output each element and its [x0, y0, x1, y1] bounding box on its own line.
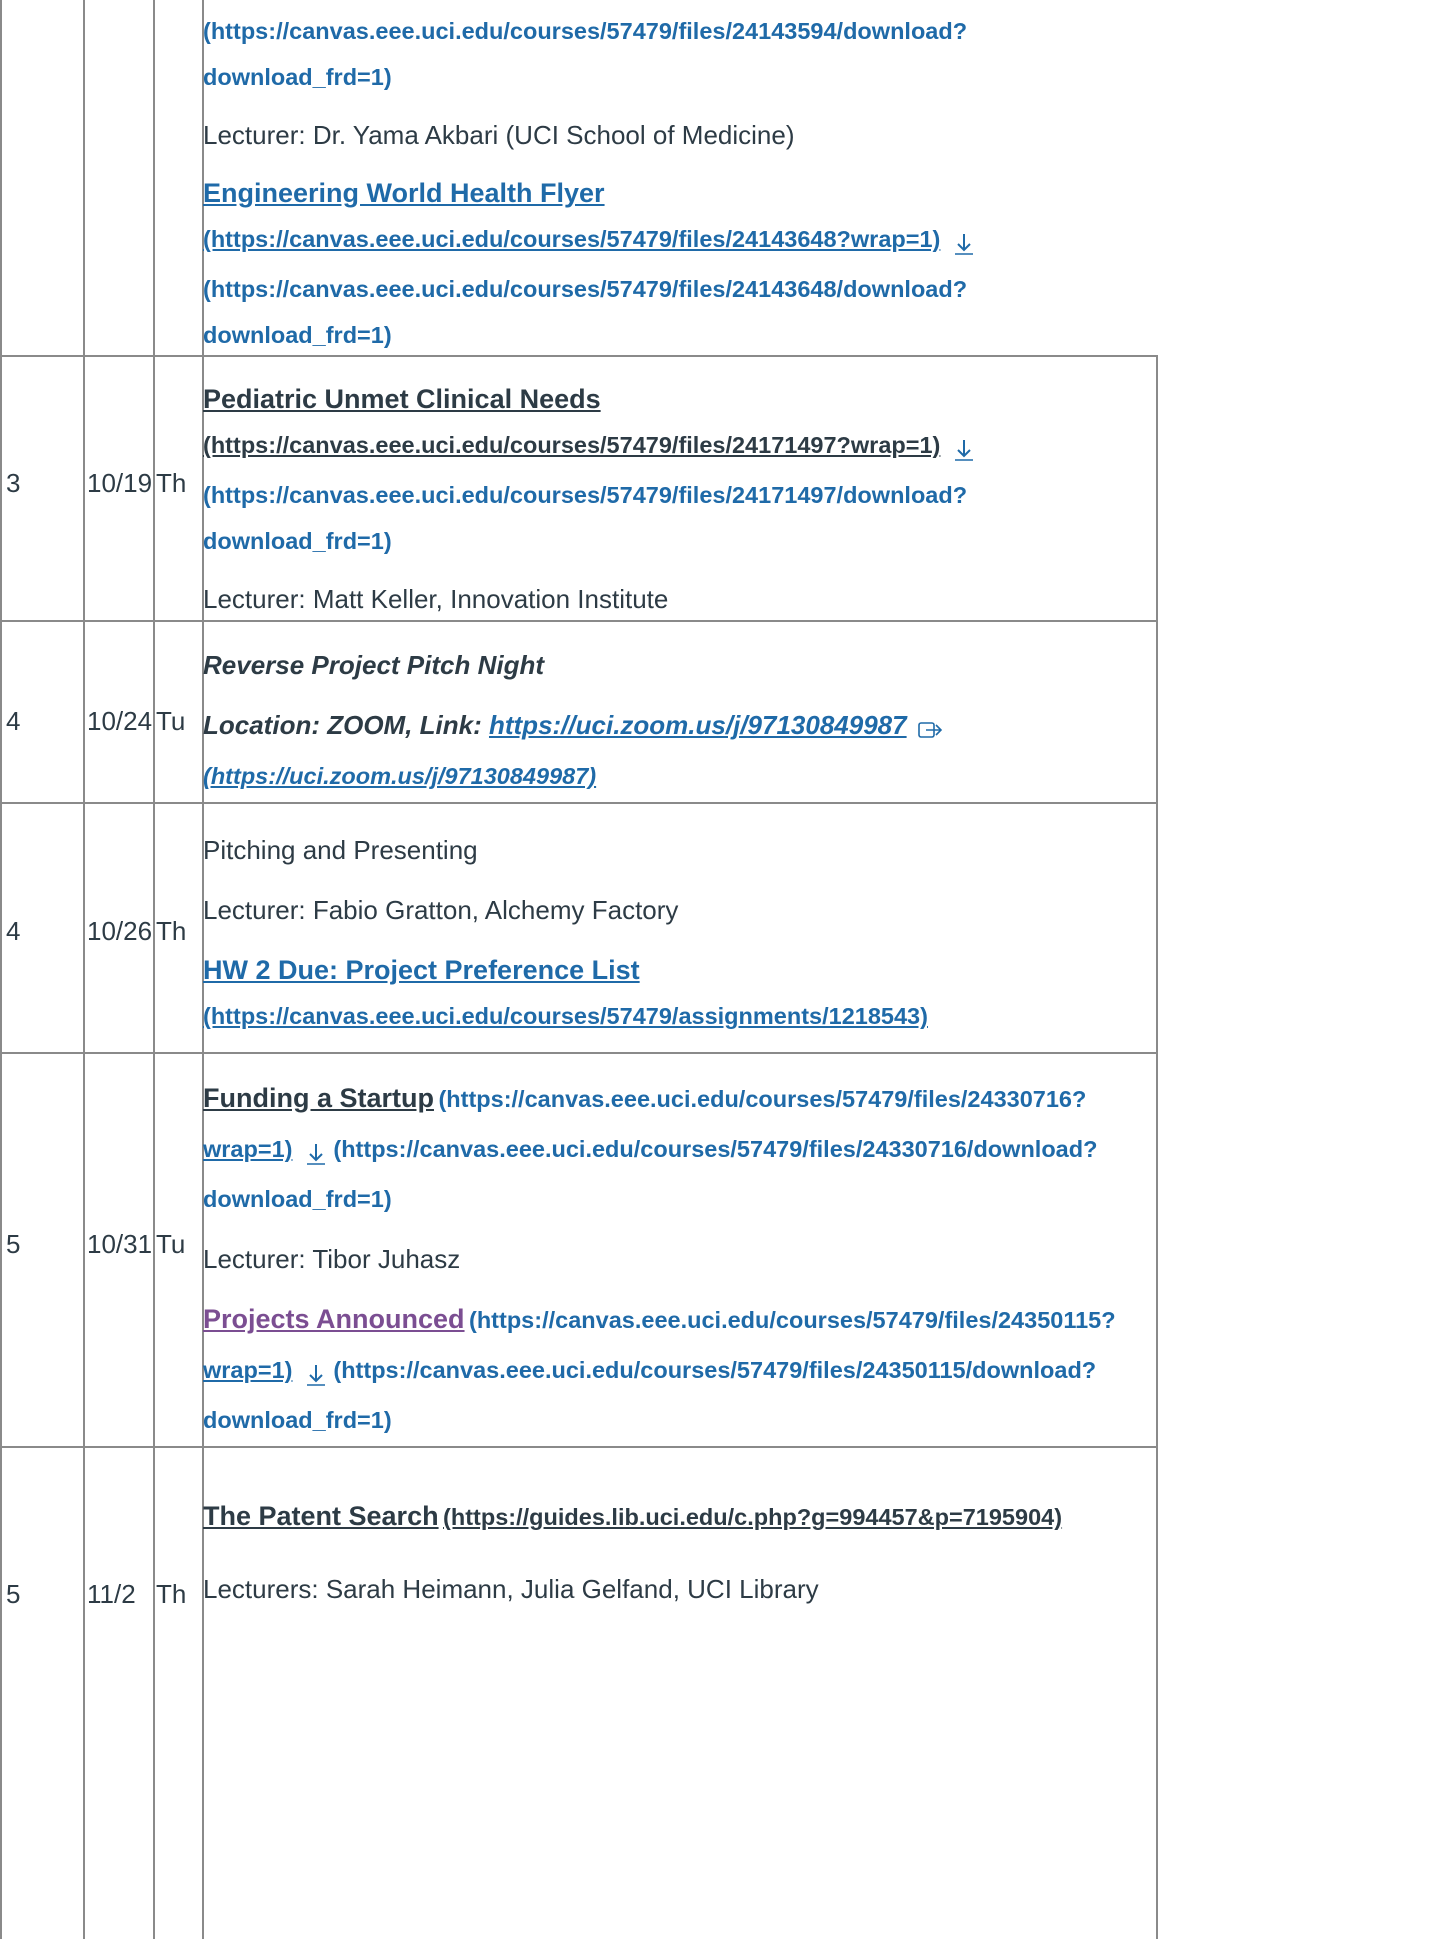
homework-link-url[interactable]: (https://canvas.eee.uci.edu/courses/57479/assignments/1218543)	[203, 1003, 928, 1029]
download-link[interactable]: (https://canvas.eee.uci.edu/courses/57479/files/24330716/download?	[333, 1136, 1098, 1162]
wrap-link[interactable]: (https://canvas.eee.uci.edu/courses/57479/files/24330716?	[438, 1086, 1087, 1112]
projects-line	[203, 1296, 1213, 1347]
wrap-link[interactable]: wrap=1)	[203, 1357, 293, 1383]
row-divider	[0, 1052, 1158, 1054]
row-content	[203, 8, 1213, 358]
week-cell: 5	[6, 1579, 21, 1609]
lecturer-text: Lecturers: Sarah Heimann, Julia Gelfand, UCI Library	[203, 1574, 819, 1604]
day-cell: Tu	[156, 1229, 186, 1259]
row-content	[203, 1075, 1213, 1443]
lecturer-text: Lecturer: Matt Keller, Innovation Institute	[203, 584, 669, 614]
date-cell: 10/26	[87, 916, 153, 946]
col-divider-2	[153, 0, 155, 1939]
download-link[interactable]: (https://canvas.eee.uci.edu/courses/57479/files/24143594/download?	[203, 18, 968, 44]
lecture-title-link[interactable]: Pediatric Unmet Clinical Needs	[203, 384, 601, 414]
download-link[interactable]: download_frd=1)	[203, 1407, 392, 1433]
day-cell: Tu	[156, 706, 186, 736]
download-icon[interactable]	[303, 1140, 329, 1166]
funding-line	[203, 1075, 1213, 1126]
lecturer-text: Lecturer: Dr. Yama Akbari (UCI School of Medicine)	[203, 120, 795, 150]
patent-line	[203, 1493, 1213, 1544]
row-divider	[0, 1446, 1158, 1448]
day-cell: Th	[156, 916, 187, 946]
download-icon[interactable]	[951, 230, 977, 256]
homework-link[interactable]: HW 2 Due: Project Preference List	[203, 955, 640, 985]
wrap-link[interactable]: wrap=1)	[203, 1136, 293, 1162]
date-cell: 10/31	[87, 1229, 153, 1259]
download-link[interactable]: download_frd=1)	[203, 1186, 392, 1212]
lecturer-text: Lecturer: Tibor Juhasz	[203, 1244, 461, 1274]
wrap-line	[203, 422, 1213, 472]
event-title: Reverse Project Pitch Night	[203, 650, 544, 680]
download-link[interactable]: (https://canvas.eee.uci.edu/courses/57479/files/24143648/download?	[203, 276, 968, 302]
row-content	[203, 827, 1213, 1039]
row-content	[203, 376, 1213, 622]
download-link[interactable]: (https://canvas.eee.uci.edu/courses/57479/files/24350115/download?	[333, 1357, 1097, 1383]
download-link[interactable]: download_frd=1)	[203, 528, 392, 554]
flyer-wrap-line	[203, 216, 1213, 266]
week-cell: 4	[6, 706, 21, 736]
col-divider-1	[83, 0, 85, 1939]
wrap-link[interactable]: (https://canvas.eee.uci.edu/courses/57479/files/24350115?	[469, 1307, 1116, 1333]
download-icon[interactable]	[951, 436, 977, 462]
lecture-title-link[interactable]: Funding a Startup	[203, 1083, 434, 1113]
col-divider-left	[0, 0, 2, 1939]
row-content	[203, 642, 1213, 799]
projects-dl-line	[203, 1347, 1213, 1397]
date-cell: 11/2	[87, 1579, 136, 1609]
location-label: Location: ZOOM, Link:	[203, 710, 489, 740]
week-cell: 4	[6, 916, 21, 946]
row-divider	[0, 802, 1158, 804]
lecture-title-link[interactable]: The Patent Search	[203, 1501, 439, 1531]
flyer-link[interactable]: Engineering World Health Flyer	[203, 178, 605, 208]
projects-announced-link[interactable]: Projects Announced	[203, 1304, 465, 1334]
wrap-link[interactable]: (https://canvas.eee.uci.edu/courses/57479/files/24171497?wrap=1)	[203, 432, 941, 458]
date-cell: 10/24	[87, 706, 153, 736]
lecture-title: Pitching and Presenting	[203, 835, 478, 865]
funding-dl-line	[203, 1126, 1213, 1176]
download-link[interactable]: download_frd=1)	[203, 322, 392, 348]
day-cell: Th	[156, 1579, 187, 1609]
download-link[interactable]: (https://canvas.eee.uci.edu/courses/57479/files/24171497/download?	[203, 482, 968, 508]
week-cell: 3	[6, 468, 21, 498]
week-cell: 5	[6, 1229, 21, 1259]
zoom-link[interactable]: https://uci.zoom.us/j/97130849987	[488, 710, 907, 740]
zoom-link-url[interactable]: (https://uci.zoom.us/j/97130849987)	[203, 763, 597, 789]
external-link-icon[interactable]	[917, 719, 943, 741]
download-icon[interactable]	[303, 1361, 329, 1387]
lecturer-text: Lecturer: Fabio Gratton, Alchemy Factory	[203, 895, 679, 925]
date-cell: 10/19	[87, 468, 153, 498]
row-content	[203, 1493, 1213, 1612]
flyer-wrap-link[interactable]: (https://canvas.eee.uci.edu/courses/57479/files/24143648?wrap=1)	[203, 226, 941, 252]
download-link[interactable]: download_frd=1)	[203, 64, 392, 90]
day-cell: Th	[156, 468, 187, 498]
location-line	[203, 702, 1213, 753]
guide-link[interactable]: (https://guides.lib.uci.edu/c.php?g=994457&p=7195904)	[443, 1504, 1063, 1530]
